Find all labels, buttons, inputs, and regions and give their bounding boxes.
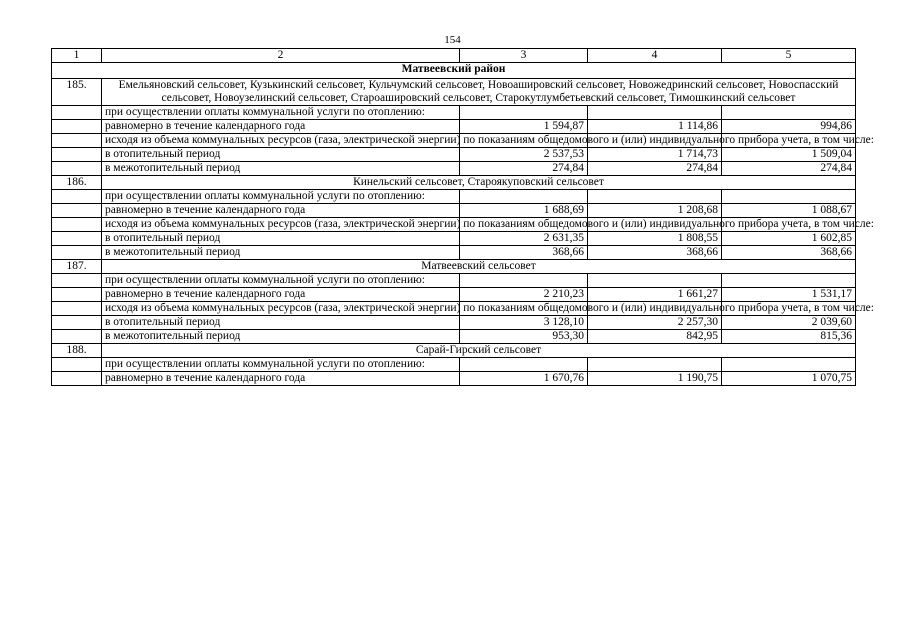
column-header: 4 — [588, 49, 722, 63]
empty-cell — [52, 358, 102, 372]
group-row — [52, 260, 856, 274]
value-cell: 815,36 — [722, 330, 856, 344]
value-cell: 994,86 — [722, 120, 856, 134]
row-label: в межотопительный период — [102, 246, 460, 260]
table-row — [52, 148, 856, 162]
row-label: равномерно в течение календарного года — [102, 204, 460, 218]
table-row — [52, 358, 856, 372]
empty-cell — [52, 288, 102, 302]
row-label: равномерно в течение календарного года — [102, 120, 460, 134]
table-row — [52, 302, 856, 316]
group-number: 185. — [52, 79, 102, 106]
value-cell — [722, 106, 856, 120]
table-row — [52, 288, 856, 302]
table-row — [52, 162, 856, 176]
table-row — [52, 316, 856, 330]
value-cell: 2 210,23 — [460, 288, 588, 302]
district-name: Матвеевский район — [52, 63, 856, 79]
empty-cell — [52, 274, 102, 288]
empty-cell — [52, 190, 102, 204]
empty-cell — [52, 316, 102, 330]
value-cell: 1 594,87 — [460, 120, 588, 134]
group-name: Емельяновский сельсовет, Кузькинский сельсовет, Кульчумский сельсовет, Новоашировский сельсовет, Новожедринский сельсовет, Новоспасский сельсовет, Новоузелинский сельсовет, Староашировский сельсовет, Старокутлумбетьевский сельсовет, Тимошкинский сельсовет — [102, 79, 856, 106]
group-number: 187. — [52, 260, 102, 274]
value-cell — [588, 358, 722, 372]
value-cell: 2 537,53 — [460, 148, 588, 162]
value-cell — [588, 106, 722, 120]
value-cell: 1 070,75 — [722, 372, 856, 386]
group-name: Матвеевский сельсовет — [102, 260, 856, 274]
empty-cell — [52, 218, 102, 232]
value-cell — [588, 274, 722, 288]
empty-cell — [52, 204, 102, 218]
row-label: равномерно в течение календарного года — [102, 288, 460, 302]
value-cell: 368,66 — [722, 246, 856, 260]
value-cell — [722, 274, 856, 288]
table-row — [52, 246, 856, 260]
group-row — [52, 176, 856, 190]
group-number: 188. — [52, 344, 102, 358]
row-label: при осуществлении оплаты коммунальной услуги по отоплению: — [102, 190, 460, 204]
value-cell: 1 714,73 — [588, 148, 722, 162]
value-cell: 274,84 — [588, 162, 722, 176]
column-header: 1 — [52, 49, 102, 63]
empty-cell — [52, 330, 102, 344]
value-cell: 368,66 — [460, 246, 588, 260]
value-cell: 1 688,69 — [460, 204, 588, 218]
value-cell — [722, 358, 856, 372]
value-cell — [460, 106, 588, 120]
table-row — [52, 120, 856, 134]
group-name: Кинельский сельсовет, Староякуповский сельсовет — [102, 176, 856, 190]
empty-cell — [52, 134, 102, 148]
table-row — [52, 134, 856, 148]
table-row — [52, 204, 856, 218]
empty-cell — [52, 372, 102, 386]
value-cell: 274,84 — [722, 162, 856, 176]
value-cell: 1 509,04 — [722, 148, 856, 162]
value-cell: 2 257,30 — [588, 316, 722, 330]
value-cell: 1 602,85 — [722, 232, 856, 246]
table-row — [52, 106, 856, 120]
value-cell: 1 114,86 — [588, 120, 722, 134]
value-cell — [588, 190, 722, 204]
table-row — [52, 232, 856, 246]
row-label: исходя из объема коммунальных ресурсов (газа, электрической энергии) по показаниям общедомового и (или) индивидуального прибора учета, в том числе: — [102, 302, 460, 316]
row-label: при осуществлении оплаты коммунальной услуги по отоплению: — [102, 274, 460, 288]
row-label: при осуществлении оплаты коммунальной услуги по отоплению: — [102, 106, 460, 120]
empty-cell — [52, 232, 102, 246]
row-label: исходя из объема коммунальных ресурсов (газа, электрической энергии) по показаниям общедомового и (или) индивидуального прибора учета, в том числе: — [102, 134, 460, 148]
row-label: в отопительный период — [102, 148, 460, 162]
table-row — [52, 190, 856, 204]
row-label: исходя из объема коммунальных ресурсов (газа, электрической энергии) по показаниям общедомового и (или) индивидуального прибора учета, в том числе: — [102, 218, 460, 232]
value-cell: 274,84 — [460, 162, 588, 176]
table-row — [52, 330, 856, 344]
table-row — [52, 274, 856, 288]
row-label: в отопительный период — [102, 232, 460, 246]
value-cell: 2 039,60 — [722, 316, 856, 330]
table-row — [52, 218, 856, 232]
row-label: равномерно в течение календарного года — [102, 372, 460, 386]
value-cell: 1 531,17 — [722, 288, 856, 302]
value-cell: 1 661,27 — [588, 288, 722, 302]
district-row — [52, 63, 856, 79]
tariff-table — [51, 48, 874, 386]
row-label: в межотопительный период — [102, 330, 460, 344]
empty-cell — [52, 120, 102, 134]
value-cell — [460, 190, 588, 204]
value-cell: 3 128,10 — [460, 316, 588, 330]
value-cell: 368,66 — [588, 246, 722, 260]
value-cell: 1 190,75 — [588, 372, 722, 386]
value-cell — [460, 358, 588, 372]
row-label: при осуществлении оплаты коммунальной услуги по отоплению: — [102, 358, 460, 372]
value-cell: 842,95 — [588, 330, 722, 344]
table-row — [52, 372, 856, 386]
empty-cell — [52, 162, 102, 176]
value-cell: 1 808,55 — [588, 232, 722, 246]
column-header-row — [52, 49, 856, 63]
group-row — [52, 79, 856, 106]
row-label: в отопительный период — [102, 316, 460, 330]
page-number: 154 — [444, 34, 461, 46]
value-cell — [460, 274, 588, 288]
empty-cell — [52, 302, 102, 316]
group-number: 186. — [52, 176, 102, 190]
empty-cell — [52, 246, 102, 260]
table-body — [52, 49, 874, 386]
value-cell: 953,30 — [460, 330, 588, 344]
value-cell: 1 088,67 — [722, 204, 856, 218]
value-cell: 1 208,68 — [588, 204, 722, 218]
column-header: 5 — [722, 49, 856, 63]
empty-cell — [52, 106, 102, 120]
column-header: 2 — [102, 49, 460, 63]
column-header: 3 — [460, 49, 588, 63]
value-cell: 2 631,35 — [460, 232, 588, 246]
row-label: в межотопительный период — [102, 162, 460, 176]
value-cell — [722, 190, 856, 204]
empty-cell — [52, 148, 102, 162]
group-name: Сарай-Гирский сельсовет — [102, 344, 856, 358]
group-row — [52, 344, 856, 358]
value-cell: 1 670,76 — [460, 372, 588, 386]
